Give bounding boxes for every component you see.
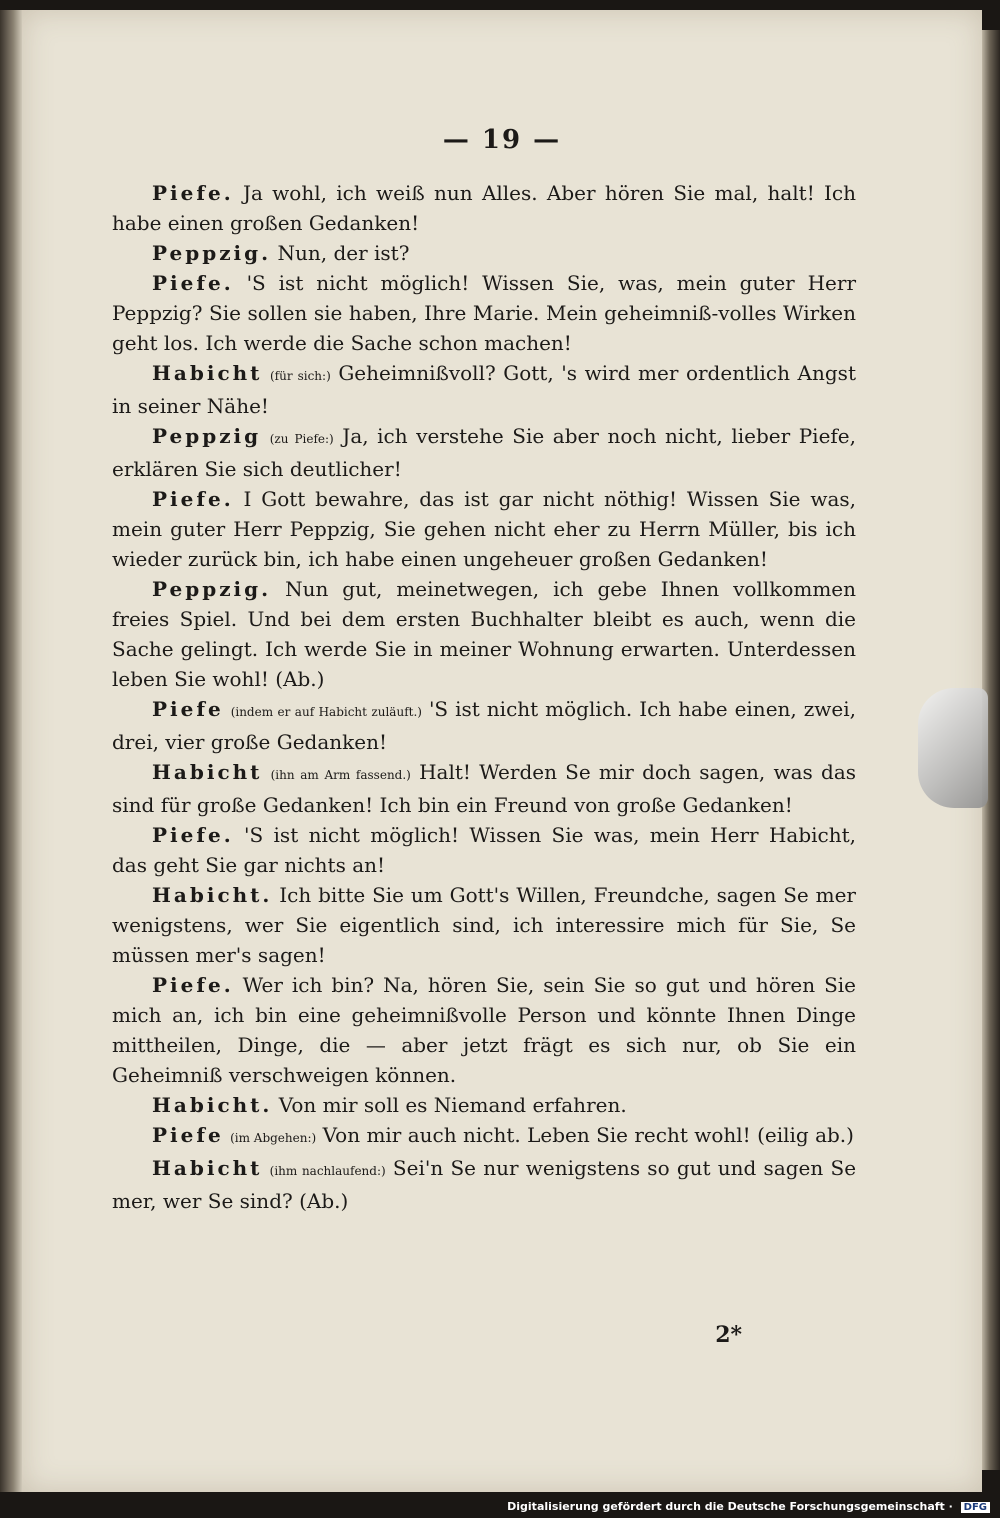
dialogue-text: Wer ich bin? Na, hören Sie, sein Sie so gut und hören Sie mich an, ich bin eine geheimnißvolle Person und könnte Ihnen Dinge mittheilen, Dinge, die — aber jetzt frägt es sich nur, ob Sie ein Geheimniß verschweigen können.: [112, 973, 857, 1087]
dialogue-text: Nun gut, meinetwegen, ich gebe Ihnen vollkommen freies Spiel. Und bei dem ersten Buchhalter bleibt es auch, wenn die Sache gelingt. Ich werde Sie in meiner Wohnung erwarten. Unterdessen leben Sie wohl! (Ab.): [112, 577, 857, 691]
speaker-name: Piefe: [152, 1123, 224, 1147]
dfg-logo: DFG: [961, 1502, 990, 1513]
dialogue-paragraph: [112, 238, 856, 268]
dialogue-paragraph: [112, 574, 856, 694]
dialogue-paragraph: [112, 694, 856, 757]
dialogue-paragraph: [112, 358, 856, 421]
footer-credit: [0, 1500, 990, 1513]
stage-direction: (zu Piefe:): [269, 432, 334, 446]
dialogue-paragraph: [112, 880, 856, 970]
dialogue-paragraph: [112, 1120, 856, 1153]
stage-direction: (ihm nachlaufend:): [269, 1164, 386, 1178]
dialogue-text: Geheimnißvoll? Gott, 's wird mer ordentlich Angst in seiner Nähe!: [112, 361, 856, 418]
page-number: — 19 —: [442, 125, 562, 155]
dialogue-text: Ich bitte Sie um Gott's Willen, Freundche, sagen Se mer wenigstens, wer Sie eigentlich sind, ich interessire mich für Sie, Se müssen mer's sagen!: [112, 883, 856, 967]
speaker-name: Habicht: [152, 1156, 263, 1180]
speaker-name: Peppzig.: [152, 577, 272, 601]
dialogue-paragraph: [112, 970, 856, 1090]
dialogue-text: Halt! Werden Se mir doch sagen, was das sind für große Gedanken! Ich bin ein Freund von große Gedanken!: [112, 760, 857, 817]
speaker-name: Peppzig: [152, 424, 262, 448]
dialogue-text: 'S ist nicht möglich! Wissen Sie, was, mein guter Herr Peppzig? Sie sollen sie haben, Ihre Marie. Mein geheimniß-volles Wirken geht los. Ich werde die Sache schon machen!: [112, 271, 857, 355]
stage-direction: (indem er auf Habicht zuläuft.): [230, 705, 422, 719]
dialogue-text: 'S ist nicht möglich! Wissen Sie was, mein Herr Habicht, das geht Sie gar nichts an!: [112, 823, 856, 877]
stage-direction: (im Abgehen:): [230, 1131, 317, 1145]
speaker-name: Piefe.: [152, 271, 234, 295]
dialogue-paragraph: [112, 268, 856, 358]
speaker-name: Habicht: [152, 361, 263, 385]
book-page: [22, 10, 982, 1492]
speaker-name: Piefe.: [152, 823, 234, 847]
dialogue-paragraph: [112, 757, 856, 820]
dialogue-paragraph: [112, 484, 856, 574]
speaker-name: Piefe.: [152, 487, 234, 511]
signature-mark: 2*: [715, 1322, 742, 1348]
speaker-name: Piefe.: [152, 973, 234, 997]
speaker-name: Habicht: [152, 760, 263, 784]
speaker-name: Peppzig.: [152, 241, 272, 265]
page-text: [112, 178, 856, 1216]
stage-direction: (ihn am Arm fassend.): [270, 768, 411, 782]
dialogue-text: Ja wohl, ich weiß nun Alles. Aber hören Sie mal, halt! Ich habe einen großen Gedanken!: [112, 181, 857, 235]
page-edge-left: [0, 10, 22, 1492]
speaker-name: Habicht.: [152, 1093, 273, 1117]
dialogue-text: Nun, der ist?: [277, 241, 410, 265]
dialogue-paragraph: [112, 1153, 856, 1216]
dialogue-text: Von mir soll es Niemand erfahren.: [278, 1093, 627, 1117]
page-tab-marker: [918, 688, 988, 808]
stage-direction: (für sich:): [269, 369, 331, 383]
speaker-name: Piefe.: [152, 181, 234, 205]
dialogue-text: 'S ist nicht möglich. Ich habe einen, zwei, drei, vier große Gedanken!: [112, 697, 856, 754]
dialogue-text: Von mir auch nicht. Leben Sie recht wohl! (eilig ab.): [322, 1123, 854, 1147]
speaker-name: Piefe: [152, 697, 224, 721]
dialogue-text: Ja, ich verstehe Sie aber noch nicht, lieber Piefe, erklären Sie sich deutlicher!: [112, 424, 857, 481]
dialogue-paragraph: [112, 1090, 856, 1120]
dialogue-paragraph: [112, 178, 856, 238]
dialogue-paragraph: [112, 820, 856, 880]
dialogue-paragraph: [112, 421, 856, 484]
speaker-name: Habicht.: [152, 883, 273, 907]
footer-text: Digitalisierung gefördert durch die Deutsche Forschungsgemeinschaft ·: [507, 1500, 953, 1513]
dialogue-text: I Gott bewahre, das ist gar nicht nöthig! Wissen Sie was, mein guter Herr Peppzig, Sie gehen nicht eher zu Herrn Müller, bis ich wieder zurück bin, ich habe einen ungeheuer großen Gedanken!: [112, 487, 857, 571]
dialogue-text: Sei'n Se nur wenigstens so gut und sagen Se mer, wer Se sind? (Ab.): [112, 1156, 857, 1213]
